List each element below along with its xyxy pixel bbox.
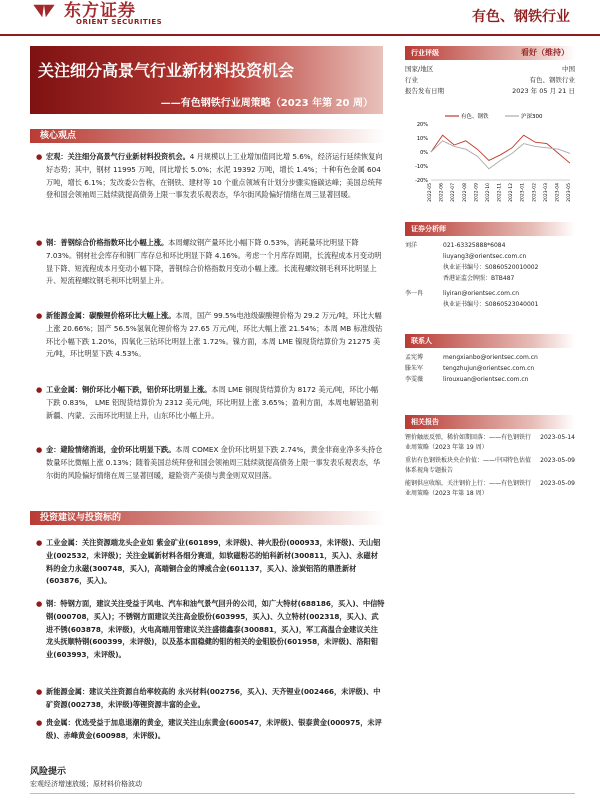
invest-item: ● 贵金属：优选受益于加息退潮的黄金，建议关注山东黄金(600547，未评级)、银泰黄金(000975，未评级)、赤峰黄金(600988，未评级)。 <box>30 717 385 743</box>
x-tick-label: 2022-07 <box>451 183 457 202</box>
contact-row: 孟宪博 mengxianbo@orientsec.com.cn <box>405 354 538 361</box>
x-tick-label: 2023-05 <box>567 183 572 202</box>
logo-icon <box>30 3 58 19</box>
performance-chart <box>405 110 575 215</box>
x-tick-label: 2023-01 <box>520 183 526 202</box>
core-item-lead: 金：避险情绪消退，金价环比明显下跌。 <box>46 445 176 454</box>
x-tick-label: 2022-11 <box>497 183 503 202</box>
invest-item-text: 新能源金属：建议关注资源自给率较高的 永兴材料(002756，买入)、天齐锂业(002466，未评级)、中矿资源(002738，未评级)等锂资源丰富的企业。 <box>46 687 381 709</box>
logo-text: 东方证券 <box>64 1 136 21</box>
info-row: 报告发布日期 2023 年 05 月 21 日 <box>405 87 575 95</box>
core-item-lead: 钢：普钢综合价格指数环比小幅上涨。 <box>46 238 169 247</box>
report-industry: 有色、钢铁行业 <box>472 9 570 25</box>
core-item-text: 本周 LME 铜现货结算价为 8172 美元/吨，环比小幅下跌 0.83%， LME 铝现货结算价为 2312 美元/吨，环比明显上涨 3.65%；盈利方面，本周电解铝盈利新疆、内蒙、云南环比明显上升，山东环比小幅上升。 <box>46 385 379 420</box>
y-tick-label: 0% <box>420 150 428 156</box>
report-title: 关注细分高景气行业新材料投资机会 <box>38 61 295 80</box>
core-item-lead: 工业金属：铜价环比小幅下跌，铝价环比明显上涨。 <box>46 385 212 394</box>
report-subtitle: ——有色钢铁行业周策略（2023 年第 20 周） <box>160 98 373 109</box>
rating-panel <box>405 46 575 97</box>
analyst-row: 刘洋 021-63325888*6084 <box>405 242 506 249</box>
contact-heading: 联系人 <box>405 334 575 348</box>
analyst-row: 李一冉 liyiran@orientsec.com.cn <box>405 290 519 297</box>
x-tick-label: 2022-10 <box>485 183 491 202</box>
core-item-text: 4 月规模以上工业增加值同比增 5.6%，经济运行延续恢复向好态势；其中，钢材 11995 万吨，同比增长 5.0%；水泥 19392 万吨，增长 1.4%；十种有色金属 604 万吨，增长 6.1%；发改委公告称，在钢铁、建材等 10 个重点领域有计划分步骤实施碳达峰；美国总统拜登和国会领袖周三陆续就提高债务上限一事发表乐观表态，华尔街风险偏好情绪在周三显著回暖。 <box>46 152 383 200</box>
core-item: ● 金：避险情绪消退，金价环比明显下跌。本周 COMEX 金价环比明显下跌 2.74%，黄金非商业净多头持仓数量环比微幅上涨 0.13%；随着美国总统拜登和国会领袖周三陆续就提高债务上限一事发表乐观表态，华尔街的风险偏好情绪在周三显著回暖，避险资产美债与黄金则双双回落。 <box>36 445 383 480</box>
invest-heading: 投资建议与投资标的 <box>30 511 385 525</box>
legend-label: 有色、钢铁 <box>461 114 489 120</box>
footer-divider <box>30 793 575 794</box>
risk-text: 宏观经济增速放缓；原材料价格波动 <box>30 780 142 788</box>
analyst-panel: 证券分析师 刘洋 021-63325888*6084 liuyang3@orientsec.com.cn 执业证书编号：S0860520010002 香港证监会牌照：BTB487 李一冉 liyiran@orientsec.com.cn 执业证书编号：S0860523040001 <box>405 222 575 310</box>
page-header <box>0 0 600 36</box>
series-line <box>431 135 570 163</box>
invest-item: ● 新能源金属：建议关注资源自给率较高的 永兴材料(002756，买入)、天齐锂业(002466，未评级)、中矿资源(002738，未评级)等锂资源丰富的企业。 <box>30 686 385 712</box>
core-item: ● 宏观：关注细分高景气行业新材料投资机会。4 月规模以上工业增加值同比增 5.6%，经济运行延续恢复向好态势；其中，钢材 11995 万吨，同比增长 5.0%；水泥 19392 万吨，增长 1.4%；十种有色金属 604 万吨，增长 6.1%；发改委公告称，在钢铁、建材等 10 个重点领域有计划分步骤实施碳达峰；美国总统拜登和国会领袖周三陆续就提高债务上限一事发表乐观表态，华尔街风险偏好情绪在周三显著回暖。 <box>36 152 383 200</box>
related-report[interactable]: 重估有色钢铁板块央企价值：——中国特色估值体系视角专题报告 2023-05-09 <box>405 457 575 474</box>
x-tick-label: 2023-03 <box>543 183 549 202</box>
x-tick-label: 2022-05 <box>428 183 433 202</box>
invest-item-text: 贵金属：优选受益于加息退潮的黄金，建议关注山东黄金(600547，未评级)、银泰黄金(000975，未评级)、赤峰黄金(600988，未评级)。 <box>46 718 382 740</box>
info-row: 国家/地区 中国 <box>405 65 575 73</box>
core-item-text: 本周 COMEX 金价环比明显下跌 2.74%，黄金非商业净多头持仓数量环比微幅上涨 0.13%；随着美国总统拜登和国会领袖周三陆续就提高债务上限一事发表乐观表态，华尔街的风险偏好情绪在周三显著回暖，避险资产美债与黄金则双双回落。 <box>46 445 383 480</box>
x-tick-label: 2022-08 <box>462 183 468 202</box>
x-tick-label: 2023-04 <box>555 183 561 202</box>
analyst-heading: 证券分析师 <box>405 222 575 236</box>
rating-value: 看好（维持） <box>521 48 569 57</box>
rating-heading: 行业评级 看好（维持） <box>405 46 575 60</box>
x-tick-label: 2023-02 <box>532 183 538 202</box>
contact-panel <box>405 334 575 385</box>
y-tick-label: -20% <box>415 178 428 184</box>
core-item: ● 新能源金属：碳酸锂价格环比大幅上涨。本周，国产 99.5%电池级碳酸锂价格为 29.2 万元/吨，环比大幅上涨 20.66%；国产 56.5%氢氧化锂价格为 27.65 万元/吨，环比大幅上涨 21.54%；本周 MB 标准级钴环比小幅下跌 1.20%，四氧化三钴环比明显上涨 1.72%。镍方面，本周 LME 镍现货结算价为 21275 美元/吨，环比明显下跌 4.53%。 <box>36 311 383 359</box>
info-row: 行业 有色、钢铁行业 <box>405 76 575 84</box>
contact-row: 滕朱军 tengzhujun@orientsec.com.cn <box>405 365 535 372</box>
y-tick-label: 20% <box>416 122 428 128</box>
invest-item-text: 工业金属：关注资源端龙头企业如 紫金矿业(601899，未评级)、神火股份(000933，未评级)、天山铝业(002532，未评级)；关注金属新材料各细分赛道，如软磁粉芯的铂科新材(300811，买入)、永磁材料的金力永磁(300748，买入)，高端铜合金的博威合金(601137，买入)、涂炭铝箔的鼎胜新材(603876，买入)。 <box>46 538 381 586</box>
logo-subtitle: ORIENT SECURITIES <box>76 18 163 26</box>
core-item-lead: 新能源金属：碳酸锂价格环比大幅上涨。 <box>46 311 176 320</box>
core-item: ● 钢：普钢综合价格指数环比小幅上涨。本周螺纹钢产量环比小幅下降 0.53%，消耗量环比明显下降 7.03%。钢材社会库存和钢厂库存总和环比明显下降 4.16%。考虑一个月库存周期，长流程成本月变动明显下降、短流程成本月变动小幅下降，普钢综合价格指数月变动小幅上涨。长流程螺纹钢毛利环比明显上升、短流程螺纹钢毛利环比明显上升。 <box>36 238 382 286</box>
related-report[interactable]: 锂价触底反弹，稀价如期回落：——有色钢铁行业周策略（2023 年第 19 周） 2023-05-14 <box>405 434 575 451</box>
invest-item: ● 钢：特钢方面，建议关注受益于风电、汽车和油气景气回升的公司，如广大特材(688186，买入)、中信特钢(000708，买入)；不锈钢方面建议关注高金股份(603995，买入)、久立特材(002318，买入)、武进不锈(603878，未评级)，火电高端用管建议关注盛德鑫泰(300881，买入)，军工高温合金建议关注龙头抚顺特钢(600399，未评级)，以及基本面稳健的钼的相关的金钼股份(601958，未评级)、洛阳钼业(603993，未评级)。 <box>30 598 385 662</box>
related-panel <box>405 415 575 499</box>
related-report[interactable]: 能钢供应收缩，关注钢价上行：——有色钢铁行业周策略（2023 年第 18 周） 2023-05-09 <box>405 480 575 497</box>
core-item-text: 本周，国产 99.5%电池级碳酸锂价格为 29.2 万元/吨，环比大幅上涨 20.66%；国产 56.5%氢氧化锂价格为 27.65 万元/吨，环比大幅上涨 21.54%；本周 MB 标准级钴环比小幅下跌 1.20%，四氧化三钴环比明显上涨 1.72%。镍方面，本周 LME 镍现货结算价为 21275 美元/吨，环比明显下跌 4.53%。 <box>46 311 383 359</box>
x-tick-label: 2022-06 <box>439 183 445 202</box>
core-heading: 核心观点 <box>30 129 385 143</box>
risk-title: 风险提示 <box>30 767 67 777</box>
y-tick-label: -10% <box>415 164 428 170</box>
legend-label: 沪深300 <box>521 114 543 120</box>
core-item: ● 工业金属：铜价环比小幅下跌，铝价环比明显上涨。本周 LME 铜现货结算价为 8172 美元/吨，环比小幅下跌 0.83%， LME 铝现货结算价为 2312 美元/吨，环比明显上涨 3.65%；盈利方面，本周电解铝盈利新疆、内蒙、云南环比明显上升，山东环比小幅上升。 <box>36 385 379 420</box>
core-item-lead: 宏观：关注细分高景气行业新材料投资机会。 <box>46 152 190 161</box>
invest-item-text: 钢：特钢方面，建议关注受益于风电、汽车和油气景气回升的公司，如广大特材(688186，买入)、中信特钢(000708，买入)；不锈钢方面建议关注高金股份(603995，买入)、久立特材(002318，买入)、武进不锈(603878，未评级)，火电高端用管建议关注盛德鑫泰(300881，买入)，军工高温合金建议关注龙头抚顺特钢(600399，未评级)，以及基本面稳健的钼的相关的金钼股份(601958，未评级)、洛阳钼业(603993，未评级)。 <box>46 599 385 660</box>
related-heading: 相关报告 <box>405 415 575 429</box>
x-tick-label: 2022-09 <box>474 183 480 202</box>
y-tick-label: 10% <box>416 136 428 142</box>
contact-row: 李雯薇 lirouxuan@orientsec.com.cn <box>405 376 529 383</box>
x-tick-label: 2022-12 <box>509 183 515 202</box>
core-item-text: 本周螺纹钢产量环比小幅下降 0.53%，消耗量环比明显下降 7.03%。钢材社会库存和钢厂库存总和环比明显下降 4.16%。考虑一个月库存周期，长流程成本月变动明显下降、短流程成本月变动小幅下降，普钢综合价格指数月变动小幅上涨。长流程螺纹钢毛利环比明显上升、短流程螺纹钢毛利环比明显上升。 <box>46 238 382 286</box>
title-banner <box>30 46 383 114</box>
invest-item: ● 工业金属：关注资源端龙头企业如 紫金矿业(601899，未评级)、神火股份(000933，未评级)、天山铝业(002532，未评级)；关注金属新材料各细分赛道，如软磁粉芯的铂科新材(300811，买入)、永磁材料的金力永磁(300748，买入)，高端铜合金的博威合金(601137，买入)、涂炭铝箔的鼎胜新材(603876，买入)。 <box>30 537 385 588</box>
